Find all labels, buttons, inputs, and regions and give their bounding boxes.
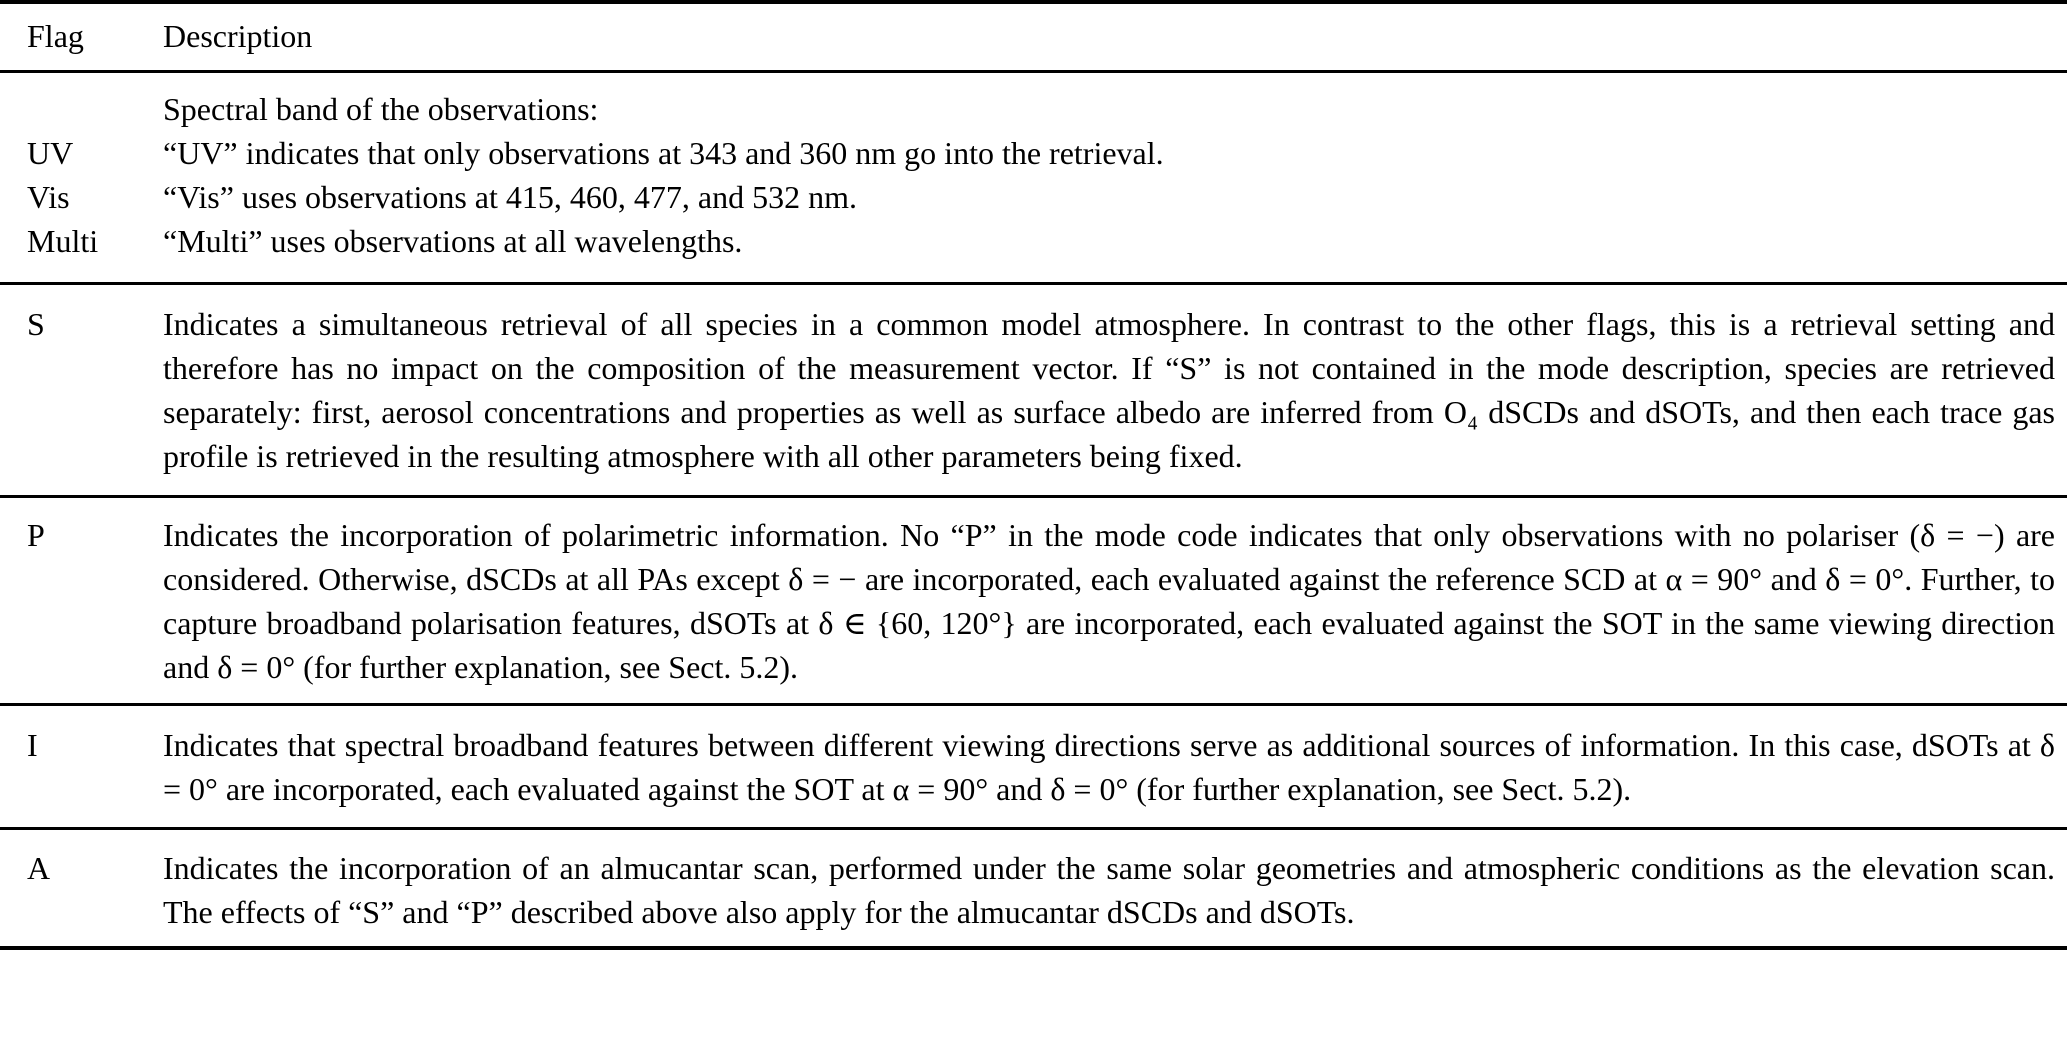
spectral-band-intro-text: Spectral band of the observations: (163, 91, 599, 127)
flag-row-a (0, 830, 2067, 946)
flag-row-vis (0, 175, 2067, 219)
flag-column-header: Flag (27, 18, 84, 54)
flag-row-multi (0, 219, 2067, 263)
spectral-band-group (0, 73, 2067, 282)
flag-cell-s: S (27, 306, 45, 342)
flag-cell-p: P (27, 517, 45, 553)
description-column-header: Description (163, 18, 313, 54)
flag-cell-uv: UV (27, 135, 74, 171)
description-cell-uv: “UV” indicates that only observations at 343 and 360 nm go into the retrieval. (163, 135, 1164, 171)
flag-row-p (0, 498, 2067, 703)
flag-cell-i: I (27, 727, 38, 763)
flag-row-i (0, 706, 2067, 827)
flag-row-uv (0, 131, 2067, 175)
description-cell-a: Indicates the incorporation of an almucantar scan, performed under the same solar geometries and atmospheric conditions as the elevation scan. The effects of “S” and “P” described above also apply for the almucantar dSCDs and dSOTs. (163, 850, 2055, 930)
description-cell-multi: “Multi” uses observations at all wavelengths. (163, 223, 743, 259)
flag-row-s (0, 285, 2067, 495)
table-header-row (0, 4, 2067, 70)
description-cell-p: Indicates the incorporation of polarimetric information. No “P” in the mode code indicates that only observations with no polariser (δ = −) are considered. Otherwise, dSCDs at all PAs except δ = − are incorporated, each evaluated against the reference SCD at α = 90° and δ = 0°. Further, to capture broadband polarisation features, dSOTs at δ ∈ {60, 120°} are incorporated, each evaluated against the SOT in the same viewing direction and δ = 0° (for further explanation, see Sect. 5.2). (163, 517, 2056, 685)
flag-cell-vis: Vis (27, 179, 70, 215)
description-cell-vis: “Vis” uses observations at 415, 460, 477, and 532 nm. (163, 179, 857, 215)
description-cell-i: Indicates that spectral broadband features between different viewing directions serve as additional sources of information. In this case, dSOTs at δ = 0° are incorporated, each evaluated against the SOT at α = 90° and δ = 0° (for further explanation, see Sect. 5.2). (163, 727, 2055, 807)
flag-cell-a: A (27, 850, 51, 886)
flag-cell-multi: Multi (27, 223, 99, 259)
spectral-band-intro-row (0, 87, 2067, 131)
description-cell-s: Indicates a simultaneous retrieval of all species in a common model atmosphere. In contrast to the other flags, this is a retrieval setting and therefore has no impact on the composition of the measurement vector. If “S” is not contained in the mode description, species are retrieved separately: first, aerosol concentrations and properties as well as surface albedo are inferred from O₄ dSCDs and dSOTs, and then each trace gas profile is retrieved in the resulting atmosphere with all other parameters being fixed. (163, 306, 2055, 474)
rule-bottom (0, 946, 2067, 950)
